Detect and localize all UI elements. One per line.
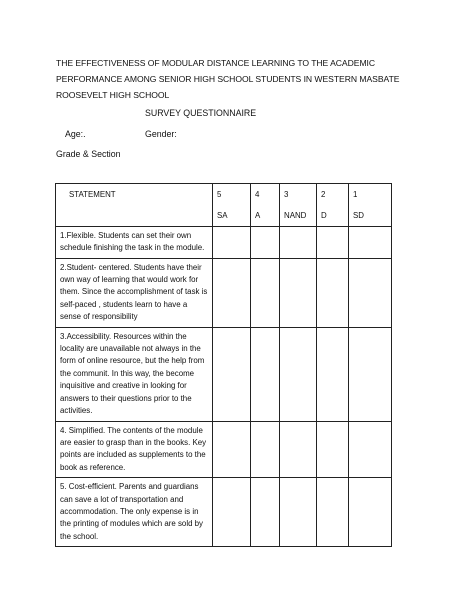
scale-code: A	[255, 211, 261, 221]
scale-header-nand	[280, 184, 317, 227]
scale-number: 5	[217, 190, 222, 199]
rating-cell-sd[interactable]	[349, 421, 392, 478]
scale-code: SA	[217, 211, 228, 221]
rating-cell-d[interactable]	[317, 258, 349, 327]
rating-cell-nand[interactable]	[280, 478, 317, 547]
statement-cell: 4. Simplified. The contents of the module are easier to grasp than in the books. Key points are included as supplements to the book as reference.	[56, 421, 213, 478]
rating-cell-nand[interactable]	[280, 258, 317, 327]
scale-header-sa	[213, 184, 251, 227]
table-row	[56, 421, 392, 478]
statement-header-label: STATEMENT	[69, 190, 116, 199]
table-row	[56, 478, 392, 547]
statement-cell: 5. Cost-efficient. Parents and guardians can save a lot of transportation and accommodation. The only expense is in the printing of modules which are sold by the school.	[56, 478, 213, 547]
scale-number: 4	[255, 190, 260, 199]
table-header-row	[56, 184, 392, 227]
rating-cell-nand[interactable]	[280, 421, 317, 478]
rating-cell-d[interactable]	[317, 226, 349, 258]
scale-header-sd	[349, 184, 392, 227]
rating-cell-d[interactable]	[317, 421, 349, 478]
table-row	[56, 226, 392, 258]
rating-cell-sd[interactable]	[349, 478, 392, 547]
rating-cell-nand[interactable]	[280, 226, 317, 258]
rating-cell-a[interactable]	[251, 478, 280, 547]
age-label: Age:.	[65, 129, 86, 139]
scale-number: 3	[284, 190, 289, 199]
rating-cell-sd[interactable]	[349, 258, 392, 327]
scale-header-a	[251, 184, 280, 227]
scale-code: NAND	[284, 211, 307, 221]
scale-code: D	[321, 211, 327, 221]
statement-cell: 1.Flexible. Students can set their own schedule finishing the task in the module.	[56, 226, 213, 258]
rating-cell-a[interactable]	[251, 421, 280, 478]
rating-cell-sa[interactable]	[213, 327, 251, 421]
scale-number: 2	[321, 190, 326, 199]
rating-cell-sd[interactable]	[349, 226, 392, 258]
rating-cell-sa[interactable]	[213, 478, 251, 547]
scale-code: SD	[353, 211, 364, 221]
grade-section-label: Grade & Section	[56, 149, 121, 159]
table-row	[56, 258, 392, 327]
scale-header-d	[317, 184, 349, 227]
rating-cell-sa[interactable]	[213, 421, 251, 478]
rating-cell-sd[interactable]	[349, 327, 392, 421]
rating-cell-nand[interactable]	[280, 327, 317, 421]
rating-cell-a[interactable]	[251, 226, 280, 258]
gender-label: Gender:	[145, 129, 177, 139]
scale-number: 1	[353, 190, 358, 199]
statement-cell: 3.Accessibility. Resources within the locality are unavailable not always in the form of online resource, but the help from the communit. In this way, the become inquisitive and creative in looking for answers to their questions prior to the activities.	[56, 327, 213, 421]
survey-heading: SURVEY QUESTIONNAIRE	[145, 108, 257, 118]
document-title: THE EFFECTIVENESS OF MODULAR DISTANCE LEARNING TO THE ACADEMIC PERFORMANCE AMONG SENIOR HIGH SCHOOL STUDENTS IN WESTERN MASBATE ROOSEVELT HIGH SCHOOL	[56, 58, 400, 100]
rating-cell-d[interactable]	[317, 478, 349, 547]
statement-header	[56, 184, 213, 227]
rating-cell-sa[interactable]	[213, 226, 251, 258]
table-row	[56, 327, 392, 421]
rating-cell-a[interactable]	[251, 327, 280, 421]
rating-cell-sa[interactable]	[213, 258, 251, 327]
rating-cell-a[interactable]	[251, 258, 280, 327]
statement-cell: 2.Student- centered. Students have their own way of learning that would work for them. Since the accomplishment of task is self-paced , students learn to have a sense of responsibility	[56, 258, 213, 327]
rating-cell-d[interactable]	[317, 327, 349, 421]
survey-table	[55, 183, 392, 547]
